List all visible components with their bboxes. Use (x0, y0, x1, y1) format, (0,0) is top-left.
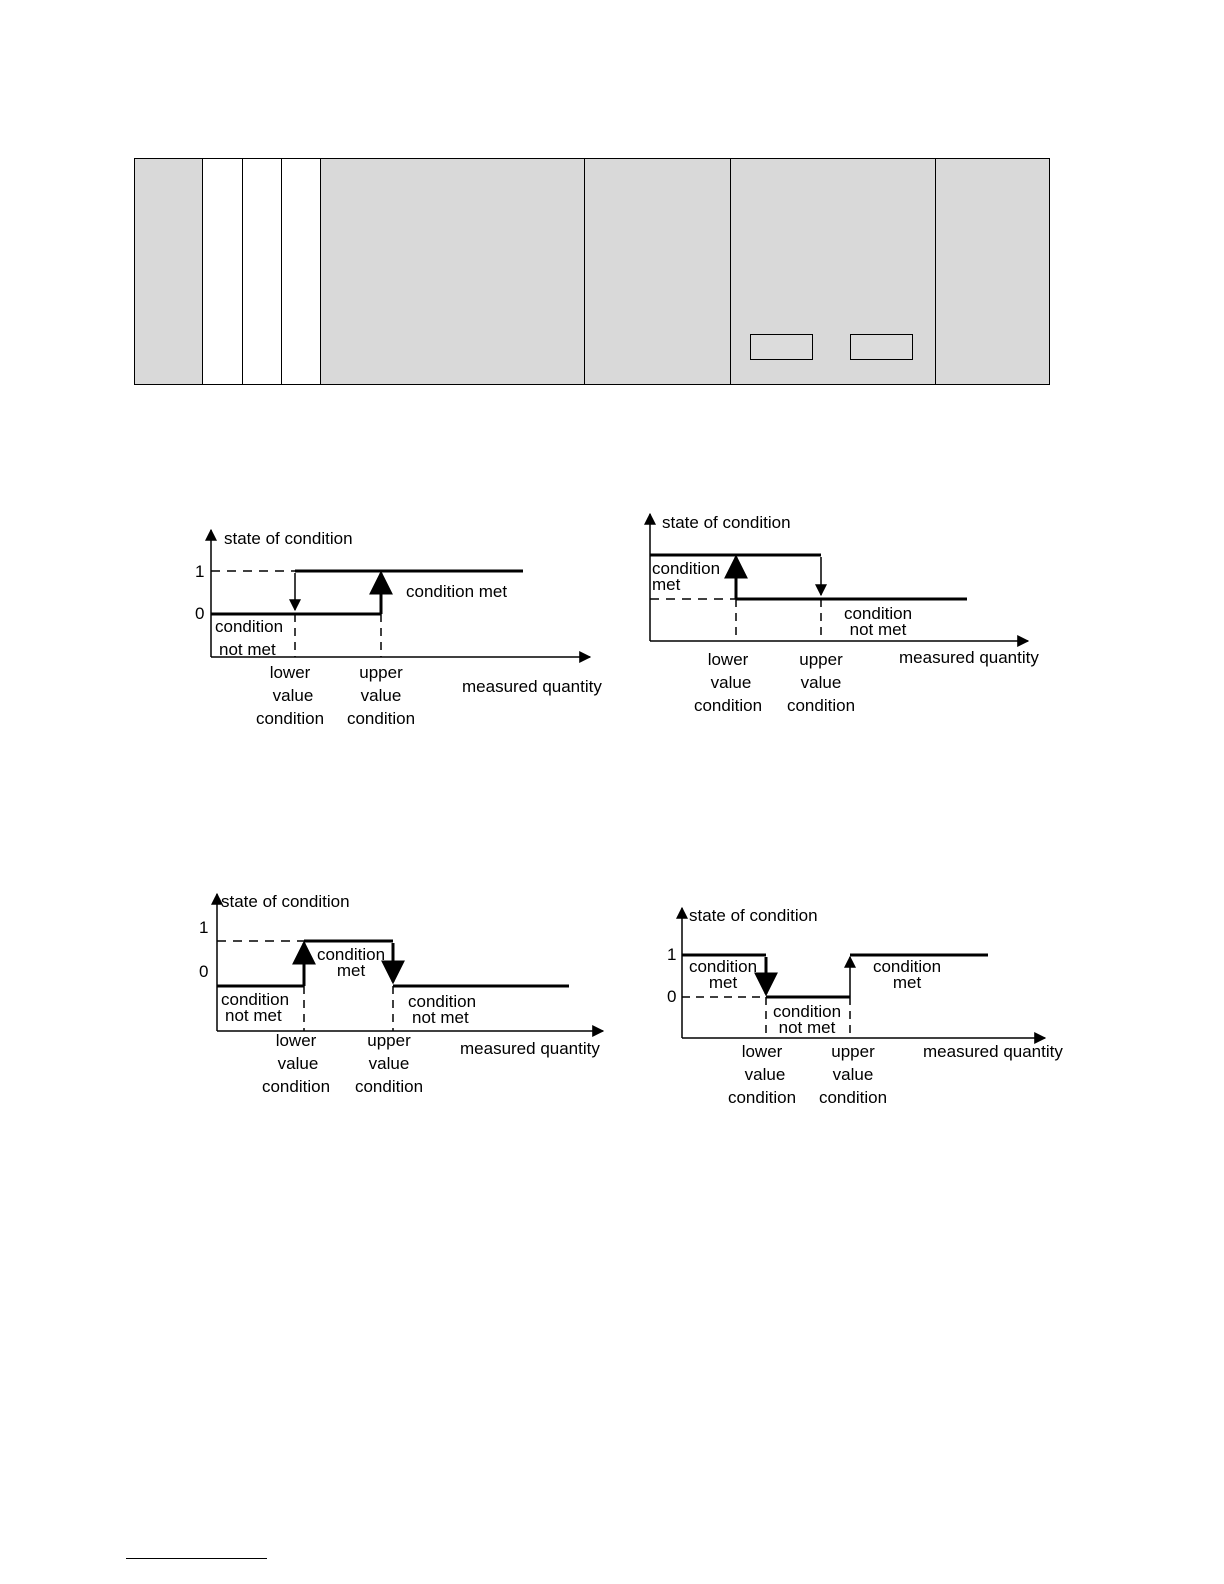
d1-low-state-line2: not met (219, 640, 276, 659)
d4-right-state-line2: met (892, 973, 922, 992)
d3-tick-0: 0 (199, 962, 209, 981)
d2-high-state-line2: met (652, 575, 681, 594)
d4-left-state-line2: met (708, 973, 738, 992)
d2-lower-line1: lower (707, 650, 749, 669)
d4-mid-state-line1: condition (772, 1002, 842, 1021)
d3-y-axis-label: state of condition (221, 892, 350, 911)
d3-left-state-line1: condition (221, 990, 290, 1009)
d1-upper-line2: value (360, 686, 402, 705)
d4-tick-1: 1 (667, 945, 677, 964)
d1-lower-line2: value (272, 686, 314, 705)
d3-upper-line2: value (368, 1054, 410, 1073)
d3-left-state-line2: not met (225, 1006, 282, 1025)
d2-x-axis-label: measured quantity (899, 648, 1039, 667)
d4-upper-line3: condition (818, 1088, 888, 1107)
d3-mid-state-line2: met (336, 961, 366, 980)
d1-y-axis-label: state of condition (224, 529, 353, 548)
d2-y-axis-label: state of condition (662, 513, 791, 532)
d2-upper-line1: upper (799, 650, 843, 669)
d2-lower-line2: value (710, 673, 752, 692)
d3-x-axis-label: measured quantity (460, 1039, 600, 1058)
d4-lower-line1: lower (741, 1042, 783, 1061)
d4-y-axis-label: state of condition (689, 906, 818, 925)
footnote-rule (126, 1558, 267, 1559)
d2-upper-line2: value (800, 673, 842, 692)
d2-upper-line3: condition (786, 696, 856, 715)
d3-upper-line3: condition (354, 1077, 424, 1096)
d3-right-state-line1: condition (408, 992, 477, 1011)
d3-lower-line3: condition (261, 1077, 331, 1096)
d3-right-state-line2: not met (412, 1008, 469, 1027)
d4-lower-line2: value (744, 1065, 786, 1084)
d1-x-axis-label: measured quantity (462, 677, 602, 696)
d4-mid-state-line2: not met (778, 1018, 836, 1037)
d1-upper-line3: condition (346, 709, 416, 728)
d3-lower-line2: value (277, 1054, 319, 1073)
d4-tick-0: 0 (667, 987, 677, 1006)
d1-lower-line3: condition (255, 709, 325, 728)
d2-low-state-line1: condition (843, 604, 913, 623)
d4-right-state-line1: condition (872, 957, 942, 976)
d1-state-label: condition met (406, 582, 508, 601)
d4-x-axis-label: measured quantity (923, 1042, 1063, 1061)
d4-left-state-line1: condition (688, 957, 758, 976)
d3-mid-state-line1: condition (316, 945, 386, 964)
d3-lower-line1: lower (275, 1031, 317, 1050)
d1-tick-1: 1 (195, 562, 205, 581)
d2-lower-line3: condition (693, 696, 763, 715)
d3-tick-1: 1 (199, 918, 209, 937)
d3-upper-line1: upper (367, 1031, 411, 1050)
d2-low-state-line2: not met (849, 620, 907, 639)
d1-lower-line1: lower (269, 663, 311, 682)
d1-tick-0: 0 (195, 604, 205, 623)
d2-high-state-line1: condition (652, 559, 721, 578)
d4-upper-line1: upper (831, 1042, 875, 1061)
d1-upper-line1: upper (359, 663, 403, 682)
d4-lower-line3: condition (727, 1088, 797, 1107)
d4-upper-line2: value (832, 1065, 874, 1084)
d1-low-state-line1: condition (215, 617, 284, 636)
